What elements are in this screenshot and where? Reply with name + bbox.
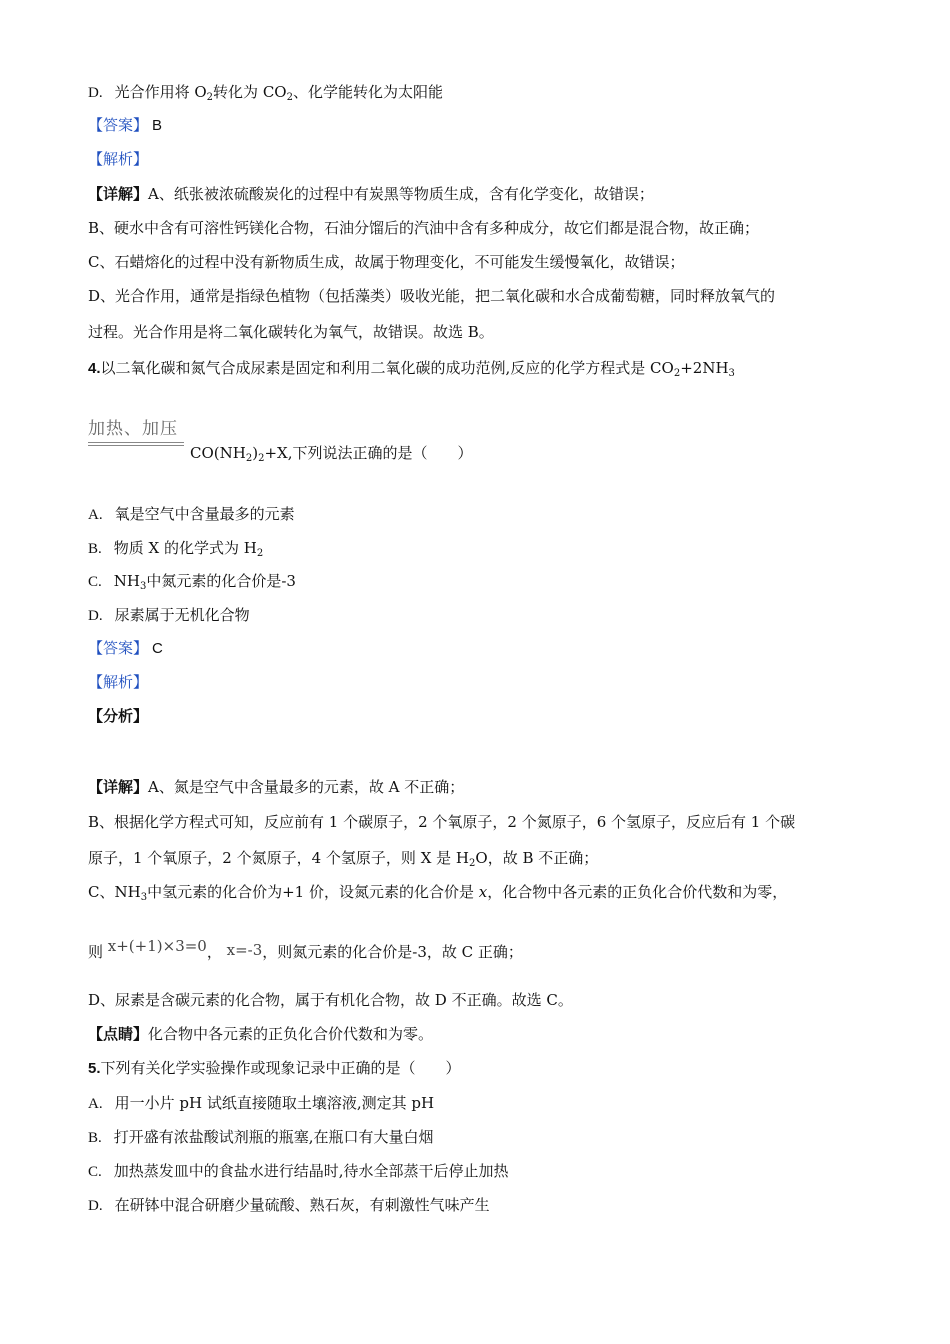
q5-option-b: B. 打开盛有浓盐酸试剂瓶的瓶塞,在瓶口有大量白烟	[88, 1128, 434, 1146]
q5-option-a: A. 用一小片 pH 试纸直接随取土壤溶液,测定其 pH	[88, 1094, 435, 1112]
detail-tag: 【详解】	[88, 778, 149, 796]
answer-value: C	[152, 640, 163, 657]
answer-value: B	[152, 117, 163, 134]
q4-detail-line-3: 原子，1 个氧原子，2 个氮原子，4 个氢原子，则 X 是 $H_2O$，故 B 不正确；	[88, 849, 599, 869]
q4-option-b: B. 物质 X 的化学式为 $H_2$	[88, 539, 264, 559]
q5-option-c: C. 加热蒸发皿中的食盐水进行结晶时,待水全部蒸干后停止加热	[88, 1162, 509, 1180]
question-number: 4.	[88, 360, 101, 377]
q3-analysis-tag: 【解析】	[88, 150, 149, 168]
math-expression-1: x+(+1)×3=0	[107, 937, 207, 955]
option-label: D.	[88, 608, 103, 624]
q4-products: $CO(NH_2)_2+X$,下列说法正确的是（ ）	[190, 444, 473, 464]
q3-detail-line-1: 【详解】A、纸张被浓硫酸炭化的过程中有炭黑等物质生成，含有化学变化，故错误；	[88, 185, 654, 203]
q4-detail-line-5: 则 x+(+1)×3=0， x=-3，则氮元素的化合价是-3，故 C 正确；	[88, 937, 523, 961]
q4-detail-line-4: C、$NH_3$中氢元素的化合价为+1 价，设氮元素的化合价是 x，化合物中各元素的正负化合价代数和为零，	[88, 883, 788, 903]
math-expression-2: x=-3	[226, 941, 263, 959]
q4-detail-line-6: D、尿素是含碳元素的化合物，属于有机化合物，故 D 不正确。故选 C。	[88, 991, 573, 1009]
detail-tag: 【详解】	[88, 185, 149, 203]
q4-option-c: C. $NH_3$中氮元素的化合价是-3	[88, 572, 296, 592]
option-label: C.	[88, 574, 102, 590]
tip-tag: 【点睛】	[88, 1025, 149, 1043]
option-label: D.	[88, 85, 103, 101]
q3-detail-line-5: 过程。光合作用是将二氧化碳转化为氧气，故错误。故选 B。	[88, 323, 494, 341]
double-line-top	[88, 442, 184, 443]
reaction-condition-text: 加热、加压	[88, 419, 178, 439]
q3-detail-line-3: C、石蜡熔化的过程中没有新物质生成，故属于物理变化，不可能发生缓慢氧化，故错误；	[88, 253, 685, 271]
q3-detail-line-4: D、光合作用，通常是指绿色植物（包括藻类）吸收光能，把二氧化碳和水合成葡萄糖，同时释放氧气的	[88, 287, 776, 305]
question-number: 5.	[88, 1060, 101, 1077]
q4-option-a: A. 氧是空气中含量最多的元素	[88, 505, 295, 523]
q4-detail-line-1: 【详解】A、氮是空气中含量最多的元素，故 A 不正确；	[88, 778, 465, 796]
reaction-condition-arrow	[88, 418, 184, 446]
answer-tag: 【答案】	[88, 116, 149, 134]
double-line-bottom	[88, 445, 184, 446]
option-label: C.	[88, 1164, 102, 1180]
q4-option-d: D. 尿素属于无机化合物	[88, 606, 250, 624]
answer-tag: 【答案】	[88, 639, 149, 657]
q4-analysis-tag: 【解析】	[88, 673, 149, 691]
q4-tip: 【点睛】化合物中各元素的正负化合价代数和为零。	[88, 1025, 434, 1043]
option-label: A.	[88, 507, 103, 523]
q5-stem: 5.下列有关化学实验操作或现象记录中正确的是（ ）	[88, 1059, 461, 1077]
option-label: B.	[88, 541, 102, 557]
option-label: D.	[88, 1198, 103, 1214]
q4-detail-line-2: B、根据化学方程式可知，反应前有 1 个碳原子，2 个氧原子，2 个氮原子，6 个氢原子，反应后有 1 个碳	[88, 813, 796, 831]
option-label: B.	[88, 1130, 102, 1146]
q4-stem: 4.以二氧化碳和氮气合成尿素是固定和利用二氧化碳的成功范例,反应的化学方程式是 $CO_2+2NH_3$	[88, 359, 735, 379]
q5-option-d: D. 在研钵中混合研磨少量硫酸、熟石灰，有刺激性气味产生	[88, 1196, 490, 1214]
option-label: A.	[88, 1096, 103, 1112]
q3-option-d: D. 光合作用将 $O_2$转化为 $CO_2$、化学能转化为太阳能	[88, 83, 443, 103]
q4-answer	[88, 638, 163, 659]
q3-detail-line-2: B、硬水中含有可溶性钙镁化合物，石油分馏后的汽油中含有多种成分，故它们都是混合物，故正确；	[88, 219, 760, 237]
q3-answer	[88, 115, 162, 136]
q4-fenxi-tag: 【分析】	[88, 707, 149, 725]
